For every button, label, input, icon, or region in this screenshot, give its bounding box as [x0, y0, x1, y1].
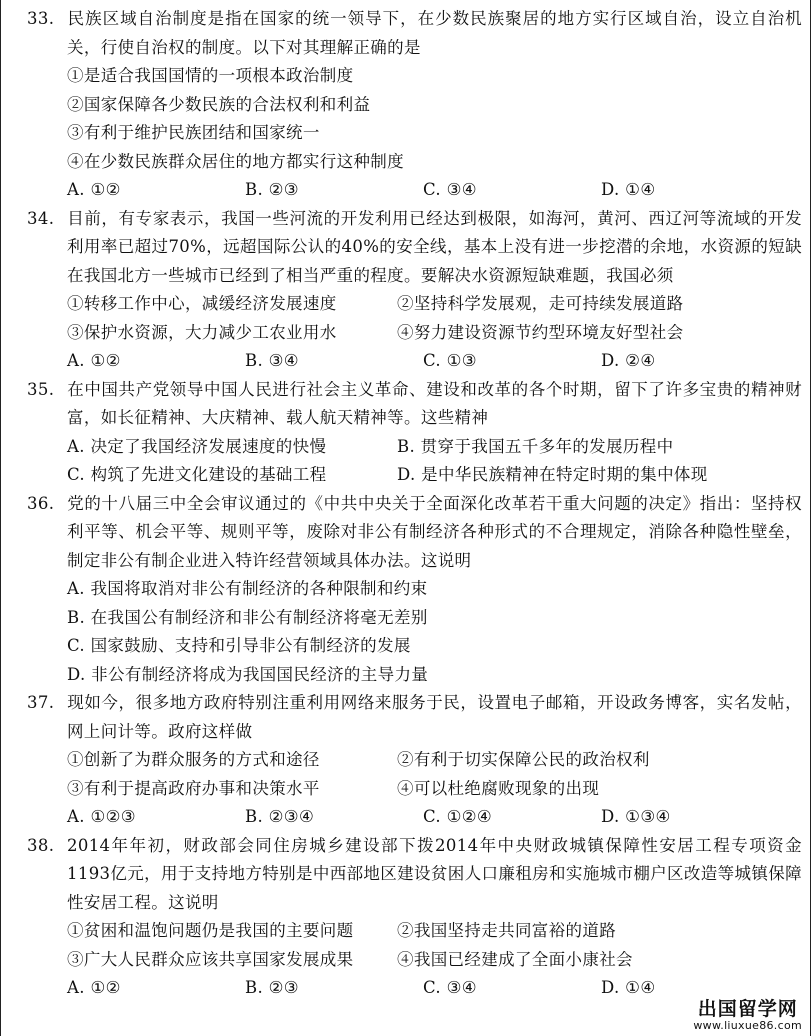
statement-grid [67, 946, 802, 975]
watermark-title: 出国留学网 [697, 998, 798, 1020]
question-stem: 党的十八届三中全会审议通过的《中共中央关于全面深化改革若干重大问题的决定》指出：坚持权利平等、机会平等、规则平等，废除对非公有制经济各种形式的不合理规定，消除各种隐性壁垒，制定非公有制企业进入特许经营领域具体办法。这说明 [67, 493, 802, 570]
question-number: 37. [27, 693, 55, 712]
option-b[interactable]: B. 贯穿于我国五千多年的发展历程中 [397, 436, 674, 456]
statement: ①创新了为群众服务的方式和途径 [67, 750, 320, 769]
statement-grid [67, 319, 802, 348]
option-d[interactable]: D. ①③④ [601, 807, 671, 826]
option-a[interactable]: A. 决定了我国经济发展速度的快慢 [67, 436, 327, 456]
question-list [27, 5, 802, 1003]
statement: ③保护水资源，大力减少工农业用水 [67, 322, 337, 342]
option-b[interactable]: B. ③④ [245, 351, 299, 370]
statement: ①转移工作中心，减缓经济发展速度 [67, 294, 337, 313]
question-number: 38. [27, 835, 55, 855]
statement: ①是适合我国国情的一项根本政治制度 [67, 66, 354, 85]
answer-options [67, 803, 802, 832]
statement: ②有利于切实保障公民的政治权利 [397, 750, 650, 769]
question-number: 34. [27, 208, 55, 228]
question-33 [27, 5, 802, 205]
statement-grid [67, 917, 802, 946]
answer-options [67, 433, 802, 462]
option-a[interactable]: A. ①② [67, 351, 121, 370]
question-stem: 2014年年初，财政部会同住房城乡建设部下拨2014年中央财政城镇保障性安居工程专项资金1193亿元，用于支持地方特别是中西部地区建设贫困人口廉租房和实施城市棚户区改造等城镇保障性安居工程。这说明 [67, 835, 802, 912]
answer-options [67, 176, 802, 205]
question-stem: 民族区域自治制度是指在国家的统一领导下，在少数民族聚居的地方实行区域自治，设立自治机关，行使自治权的制度。以下对其理解正确的是 [67, 9, 802, 57]
option-c[interactable]: C. 构筑了先进文化建设的基础工程 [67, 465, 327, 484]
statement: ④我国已经建成了全面小康社会 [397, 949, 633, 969]
question-35 [27, 376, 802, 490]
statement: ③广大人民群众应该共享国家发展成果 [67, 949, 354, 969]
option-c[interactable]: C. ①②④ [423, 807, 493, 826]
option-c[interactable]: C. ③④ [423, 978, 477, 997]
question-36 [27, 490, 802, 690]
option-b[interactable]: B. ②③ [245, 180, 299, 199]
option-a[interactable]: A. 我国将取消对非公有制经济的各种限制和约束 [67, 579, 428, 598]
option-c[interactable]: C. 国家鼓励、支持和引导非公有制经济的发展 [67, 636, 411, 655]
answer-options [67, 461, 802, 490]
option-c[interactable]: C. ①③ [423, 351, 477, 370]
question-stem: 目前，有专家表示，我国一些河流的开发利用已经达到极限，如海河，黄河、西辽河等流域的开发利用率已超过70%，远超国际公认的40%的安全线，基本上没有进一步挖潜的余地，水资源的短缺在我国北方一些城市已经到了相当严重的程度。要解决水资源短缺难题，我国必须 [67, 208, 802, 285]
statement-grid [67, 746, 802, 775]
statement-grid [67, 290, 802, 319]
option-b[interactable]: B. 在我国公有制经济和非公有制经济将毫无差别 [67, 607, 428, 627]
statement: ②坚持科学发展观，走可持续发展道路 [397, 294, 684, 313]
statement: ④在少数民族群众居住的地方都实行这种制度 [67, 151, 404, 171]
question-stem: 现如今，很多地方政府特别注重利用网络来服务于民，设置电子邮箱，开设政务博客，实名发帖，网上问计等。政府这样做 [67, 693, 802, 741]
option-a[interactable]: A. ①② [67, 978, 121, 997]
option-a[interactable]: A. ①②③ [67, 807, 136, 826]
statement: ②国家保障各少数民族的合法权利和利益 [67, 94, 371, 114]
option-b[interactable]: B. ②③④ [245, 807, 315, 826]
option-d[interactable]: D. ②④ [601, 351, 656, 370]
site-watermark [693, 998, 802, 1032]
statement-grid [67, 775, 802, 804]
question-stem: 在中国共产党领导中国人民进行社会主义革命、建设和改革的各个时期，留下了许多宝贵的精神财富，如长征精神、大庆精神、载人航天精神等。这些精神 [67, 379, 802, 427]
answer-options [67, 974, 802, 1003]
question-number: 33. [27, 9, 55, 28]
option-d[interactable]: D. 非公有制经济将成为我国国民经济的主导力量 [67, 664, 429, 684]
statement: ④努力建设资源节约型环境友好型社会 [397, 322, 684, 342]
statement: ①贫困和温饱问题仍是我国的主要问题 [67, 921, 354, 940]
statement: ④可以杜绝腐败现象的出现 [397, 778, 600, 798]
option-c[interactable]: C. ③④ [423, 180, 477, 199]
option-d[interactable]: D. ①④ [601, 978, 656, 997]
option-a[interactable]: A. ①② [67, 180, 121, 199]
option-d[interactable]: D. ①④ [601, 180, 656, 199]
answer-options [67, 347, 802, 376]
question-number: 35. [27, 379, 55, 399]
option-d[interactable]: D. 是中华民族精神在特定时期的集中体现 [397, 465, 708, 484]
question-38 [27, 832, 802, 1003]
option-b[interactable]: B. ②③ [245, 978, 299, 997]
statement: ②我国坚持走共同富裕的道路 [397, 921, 617, 940]
statement: ③有利于维护民族团结和国家统一 [67, 123, 320, 142]
question-34 [27, 205, 802, 376]
watermark-url: www.liuxue86.com [693, 1019, 802, 1032]
question-number: 36. [27, 493, 55, 513]
statement: ③有利于提高政府办事和决策水平 [67, 778, 320, 798]
question-37 [27, 689, 802, 832]
